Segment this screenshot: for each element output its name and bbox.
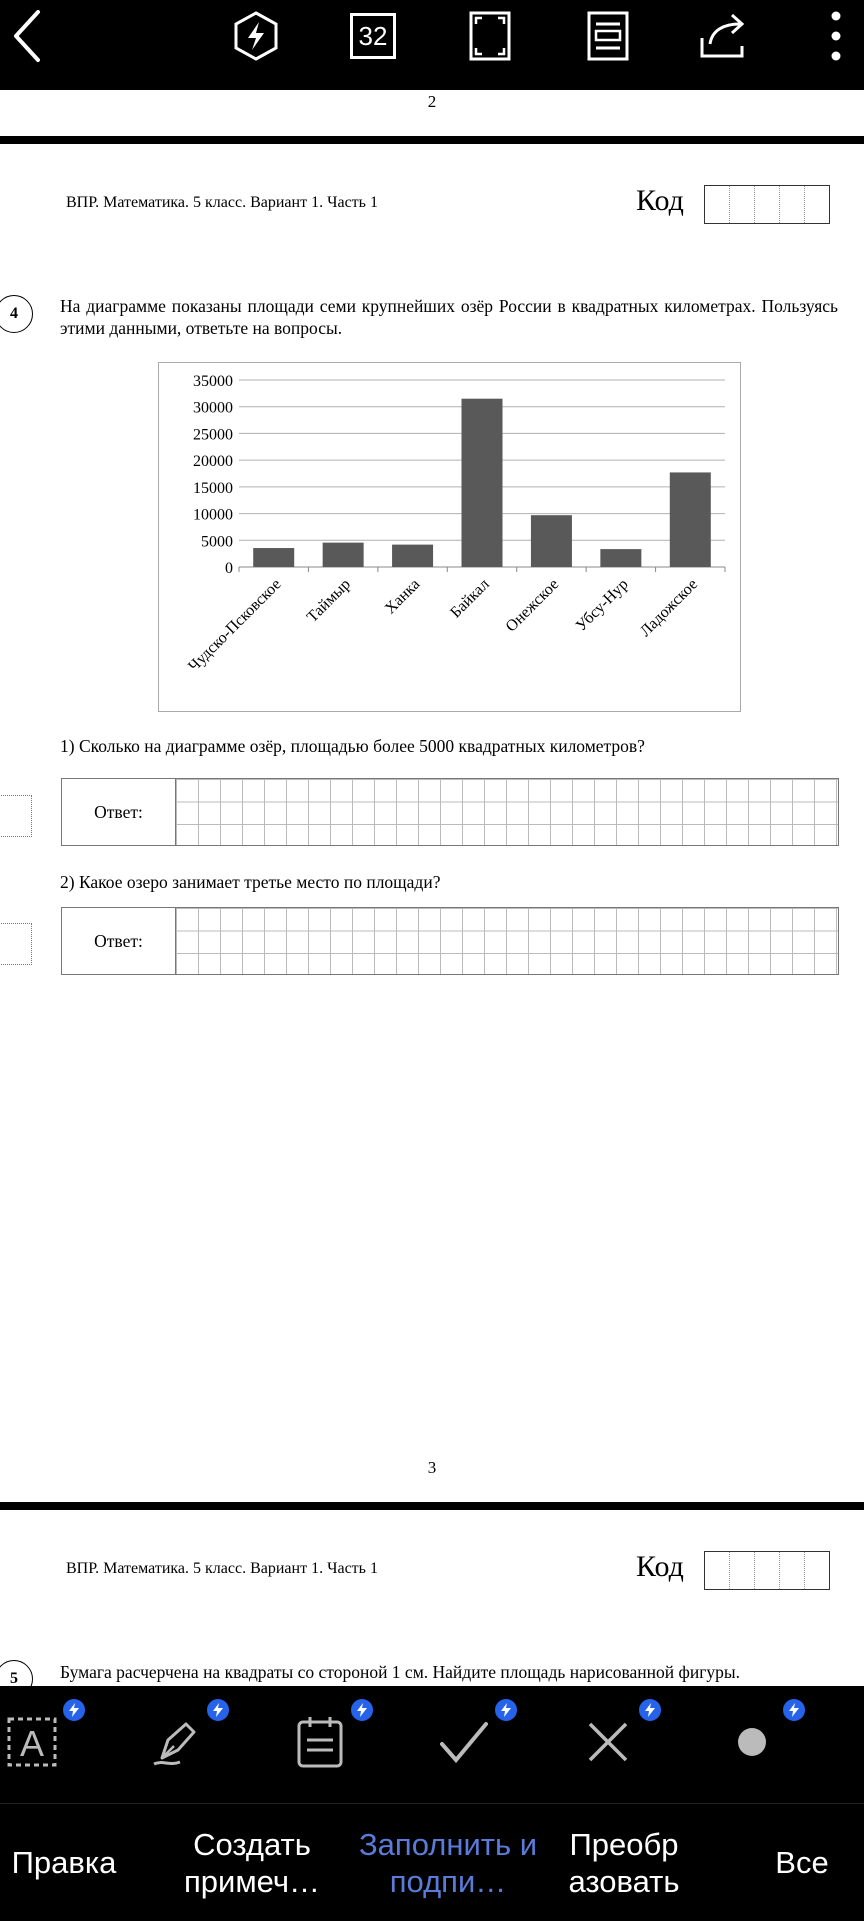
flash-badge-icon	[783, 1699, 805, 1721]
y-tick-label: 15000	[193, 479, 233, 497]
kod-label: Код	[636, 184, 684, 217]
bar	[253, 548, 294, 567]
answer-box-1[interactable]	[61, 778, 839, 846]
flash-badge-icon	[495, 1699, 517, 1721]
score-box-2[interactable]	[0, 923, 32, 965]
x-tick-label: Ладожское	[636, 575, 702, 641]
task-text: На диаграмме показаны площади семи крупнейших озёр России в квадратных километрах. Пользуясь этими данными, ответьте на вопросы.	[60, 296, 838, 338]
page-count-label: 32	[350, 13, 396, 59]
y-tick-label: 20000	[193, 453, 233, 471]
task-number: 5	[0, 1660, 33, 1686]
annotation-toolbar	[0, 1686, 864, 1803]
y-tick-label: 35000	[193, 373, 233, 390]
bar	[462, 399, 503, 567]
bar	[670, 472, 711, 567]
top-toolbar	[0, 0, 864, 90]
task-text: Бумага расчерчена на квадраты со стороной 1 см. Найдите площадь нарисованной фигуры.	[60, 1662, 741, 1682]
document-viewer[interactable]	[0, 90, 864, 1686]
task-number: 4	[0, 295, 33, 333]
x-tick-label: Таймыр	[303, 575, 354, 626]
y-tick-label: 30000	[193, 399, 233, 417]
flash-icon[interactable]	[228, 8, 284, 64]
bar	[531, 515, 572, 567]
question-1: 1) Сколько на диаграмме озёр, площадью более 5000 квадратных километров?	[60, 736, 645, 756]
kod-label: Код	[636, 1550, 684, 1583]
fullscreen-icon[interactable]	[462, 8, 518, 64]
answer-box-2[interactable]	[61, 907, 839, 975]
chart-svg	[159, 363, 740, 711]
page-separator	[0, 1502, 864, 1510]
flash-badge-icon	[351, 1699, 373, 1721]
y-tick-label: 0	[225, 560, 233, 577]
answer-label: Ответ:	[62, 908, 176, 974]
answer-grid[interactable]	[176, 779, 838, 845]
bar	[600, 549, 641, 567]
dot-icon[interactable]	[722, 1710, 782, 1774]
page-number: 2	[427, 92, 437, 111]
flash-badge-icon	[207, 1699, 229, 1721]
more-icon[interactable]	[816, 8, 856, 64]
tab-convert[interactable]: Преобр азовать	[568, 1826, 680, 1899]
reader-mode-icon[interactable]	[580, 8, 636, 64]
tab-create-note[interactable]: Создать примеч…	[183, 1826, 321, 1899]
bar-chart	[158, 362, 741, 712]
share-icon[interactable]	[696, 8, 752, 64]
tab-fill-sign[interactable]: Заполнить и подпи…	[358, 1826, 538, 1899]
page-separator	[0, 136, 864, 144]
answer-grid[interactable]	[176, 908, 838, 974]
score-box-1[interactable]	[0, 795, 32, 837]
page-header: ВПР. Математика. 5 класс. Вариант 1. Часть 1	[66, 194, 378, 211]
back-icon[interactable]	[0, 8, 56, 64]
tab-edit[interactable]: Правка	[11, 1845, 117, 1880]
page-header: ВПР. Математика. 5 класс. Вариант 1. Часть 1	[66, 1560, 378, 1577]
y-tick-label: 5000	[201, 533, 233, 551]
kod-field[interactable]	[704, 185, 830, 224]
x-tick-label: Убсу-Нур	[572, 575, 632, 635]
mode-tabs	[0, 1803, 864, 1921]
page-number: 3	[427, 1458, 437, 1477]
form-fill-icon[interactable]	[290, 1710, 350, 1774]
bar	[392, 545, 433, 567]
page-count-icon[interactable]	[345, 8, 401, 64]
kod-field[interactable]	[704, 1551, 830, 1590]
cross-icon[interactable]	[578, 1710, 638, 1774]
x-tick-label: Байкал	[447, 575, 493, 622]
pen-sign-icon[interactable]	[146, 1710, 206, 1774]
text-box-icon[interactable]	[2, 1710, 62, 1774]
tab-all[interactable]: Все	[775, 1845, 829, 1880]
x-tick-label: Онежское	[502, 575, 563, 636]
bar	[323, 543, 364, 567]
y-tick-label: 10000	[193, 506, 233, 524]
answer-label: Ответ:	[62, 779, 176, 845]
flash-badge-icon	[63, 1699, 85, 1721]
svg-text:A: A	[19, 1723, 45, 1764]
x-tick-label: Чудско-Псковское	[185, 575, 285, 676]
flash-badge-icon	[639, 1699, 661, 1721]
checkmark-icon[interactable]	[434, 1710, 494, 1774]
y-tick-label: 25000	[193, 426, 233, 444]
question-2: 2) Какое озеро занимает третье место по площади?	[60, 872, 441, 892]
x-tick-label: Ханка	[381, 575, 424, 618]
